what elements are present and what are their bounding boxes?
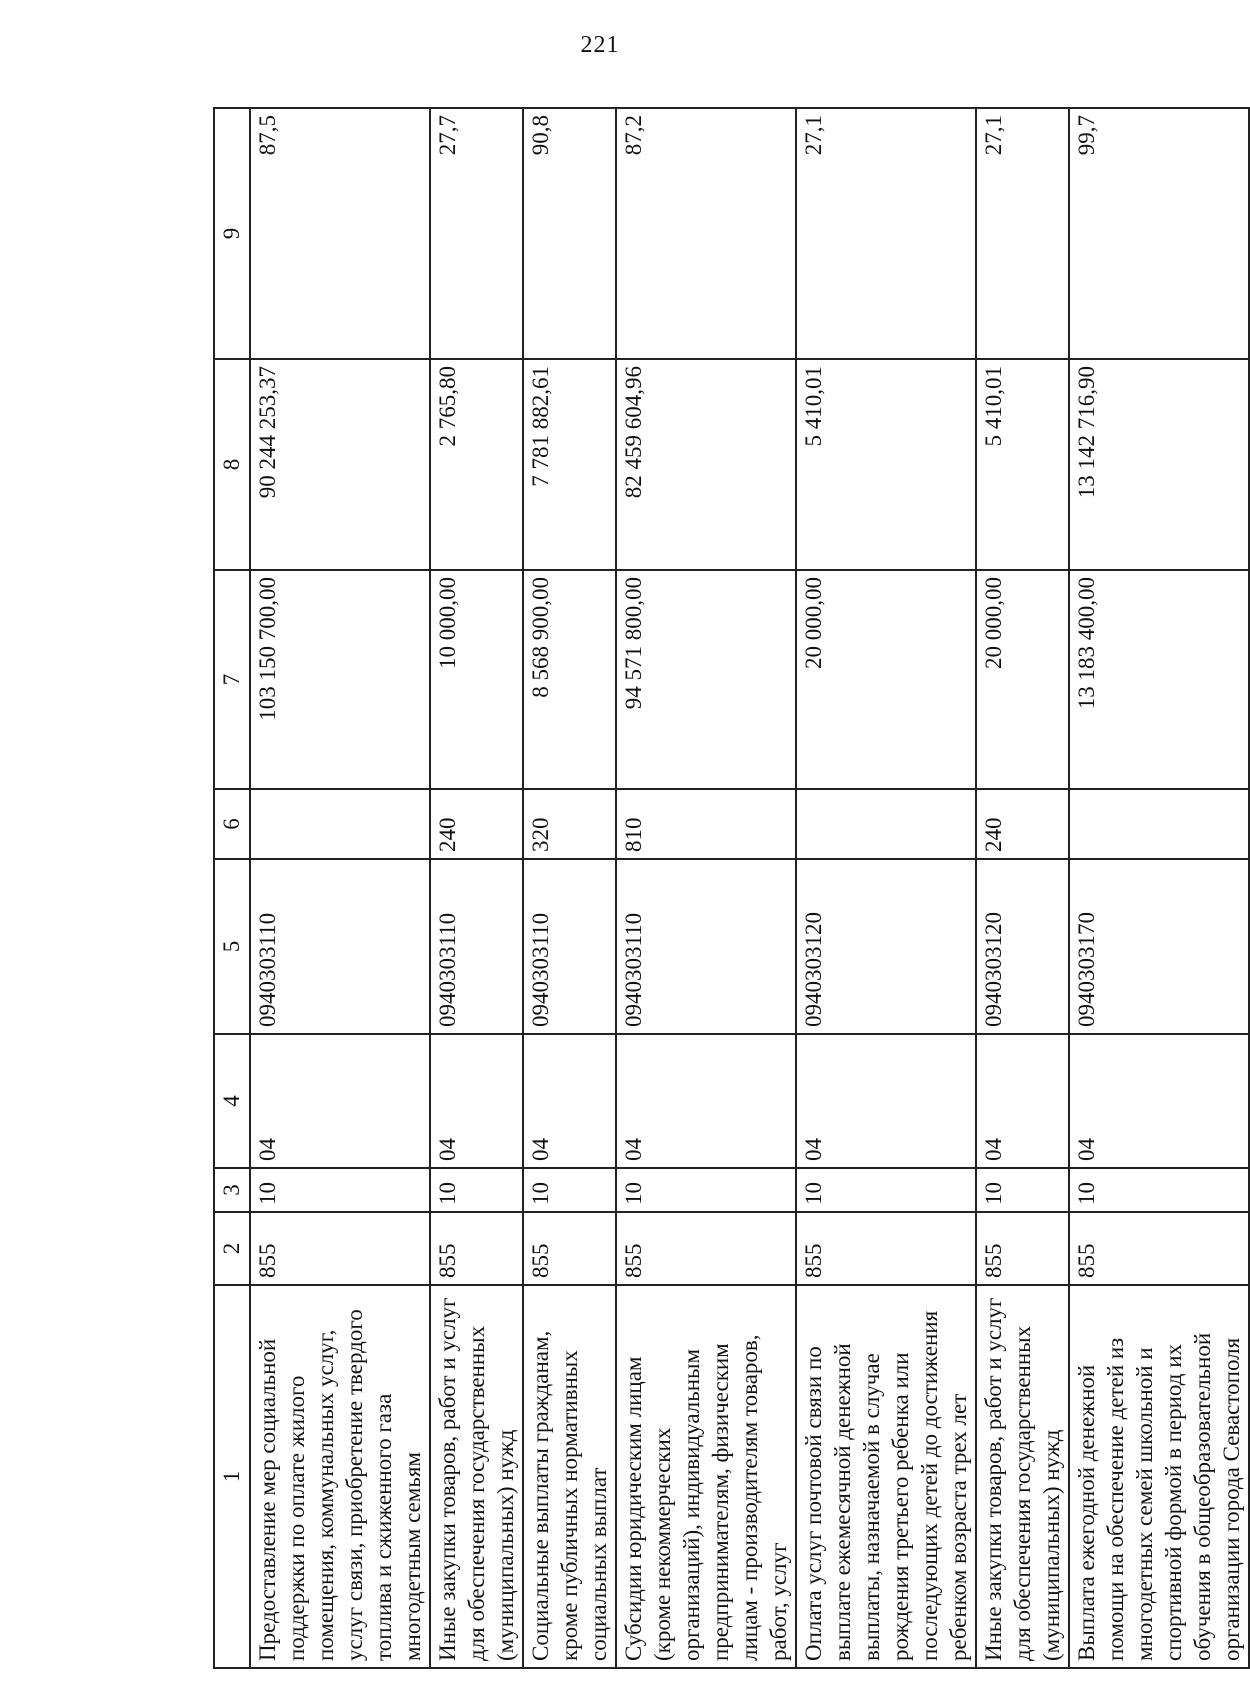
execution-percent: 27,1	[796, 108, 976, 359]
expense-type-code: 320	[523, 789, 616, 859]
execution-percent: 27,1	[976, 108, 1069, 359]
expense-type-code: 240	[976, 789, 1069, 859]
section-code: 10	[523, 1168, 616, 1212]
subsection-code: 04	[976, 1034, 1069, 1168]
rotated-table-sheet	[213, 109, 1244, 1669]
table-row	[796, 108, 976, 1668]
ministry-code: 855	[430, 1212, 523, 1285]
subsection-code: 04	[796, 1034, 976, 1168]
subsection-code: 04	[523, 1034, 616, 1168]
subsection-code: 04	[616, 1034, 796, 1168]
target-article-code: 0940303120	[976, 859, 1069, 1034]
ministry-code: 855	[976, 1212, 1069, 1285]
row-description: Оплата услуг почтовой связи по выплате ежемесячной денежной выплаты, назначаемой в случае рождения третьего ребенка или последующих детей до достижения ребенком возраста трех лет	[796, 1285, 976, 1668]
row-description: Субсидии юридическим лицам (кроме некоммерческих организаций), индивидуальным предпринимателям, физическим лицам - производителям товаров, работ, услуг	[616, 1285, 796, 1668]
planned-amount: 20 000,00	[976, 570, 1069, 789]
column-header: 4	[214, 1034, 250, 1168]
target-article-code: 0940303110	[430, 859, 523, 1034]
row-description: Иные закупки товаров, работ и услуг для обеспечения государственных (муниципальных) нужд	[976, 1285, 1069, 1668]
table-row	[976, 108, 1069, 1668]
row-description: Иные закупки товаров, работ и услуг для обеспечения государственных (муниципальных) нужд	[430, 1285, 523, 1668]
column-header: 5	[214, 859, 250, 1034]
column-header: 6	[214, 789, 250, 859]
section-code: 10	[976, 1168, 1069, 1212]
expense-type-code	[1069, 789, 1249, 859]
section-code: 10	[616, 1168, 796, 1212]
expense-type-code	[796, 789, 976, 859]
actual-amount: 7 781 882,61	[523, 359, 616, 570]
execution-percent: 99,7	[1069, 108, 1249, 359]
target-article-code: 0940303170	[1069, 859, 1249, 1034]
column-header: 9	[214, 108, 250, 359]
target-article-code: 0940303110	[523, 859, 616, 1034]
target-article-code: 0940303110	[250, 859, 430, 1034]
table-row	[1069, 108, 1249, 1668]
table-row	[250, 108, 430, 1668]
column-header: 1	[214, 1285, 250, 1668]
actual-amount: 90 244 253,37	[250, 359, 430, 570]
actual-amount: 82 459 604,96	[616, 359, 796, 570]
column-header: 8	[214, 359, 250, 570]
section-code: 10	[250, 1168, 430, 1212]
table-row	[430, 108, 523, 1668]
page-number: 221	[580, 32, 620, 58]
ministry-code: 855	[796, 1212, 976, 1285]
execution-percent: 90,8	[523, 108, 616, 359]
execution-percent: 27,7	[430, 108, 523, 359]
section-code: 10	[1069, 1168, 1249, 1212]
budget-table	[213, 107, 1250, 1669]
section-code: 10	[796, 1168, 976, 1212]
ministry-code: 855	[1069, 1212, 1249, 1285]
table-row	[523, 108, 616, 1668]
target-article-code: 0940303120	[796, 859, 976, 1034]
ministry-code: 855	[616, 1212, 796, 1285]
row-description: Социальные выплаты гражданам, кроме публичных нормативных социальных выплат	[523, 1285, 616, 1668]
actual-amount: 5 410,01	[796, 359, 976, 570]
expense-type-code: 810	[616, 789, 796, 859]
subsection-code: 04	[1069, 1034, 1249, 1168]
target-article-code: 0940303110	[616, 859, 796, 1034]
execution-percent: 87,2	[616, 108, 796, 359]
ministry-code: 855	[523, 1212, 616, 1285]
column-header: 3	[214, 1168, 250, 1212]
actual-amount: 13 142 716,90	[1069, 359, 1249, 570]
planned-amount: 103 150 700,00	[250, 570, 430, 789]
actual-amount: 5 410,01	[976, 359, 1069, 570]
planned-amount: 94 571 800,00	[616, 570, 796, 789]
execution-percent: 87,5	[250, 108, 430, 359]
row-description: Выплата ежегодной денежной помощи на обеспечение детей из многодетных семей школьной и спортивной формой в период их обучения в общеобразовательной организации города Севастополя	[1069, 1285, 1249, 1668]
header-row	[214, 108, 250, 1668]
subsection-code: 04	[430, 1034, 523, 1168]
section-code: 10	[430, 1168, 523, 1212]
planned-amount: 20 000,00	[796, 570, 976, 789]
column-header: 7	[214, 570, 250, 789]
actual-amount: 2 765,80	[430, 359, 523, 570]
expense-type-code	[250, 789, 430, 859]
subsection-code: 04	[250, 1034, 430, 1168]
planned-amount: 13 183 400,00	[1069, 570, 1249, 789]
table-row	[616, 108, 796, 1668]
expense-type-code: 240	[430, 789, 523, 859]
column-header: 2	[214, 1212, 250, 1285]
planned-amount: 8 568 900,00	[523, 570, 616, 789]
planned-amount: 10 000,00	[430, 570, 523, 789]
ministry-code: 855	[250, 1212, 430, 1285]
row-description: Предоставление мер социальной поддержки по оплате жилого помещения, коммунальных услуг, услуг связи, приобретение твердого топлива и сжиженного газа многодетным семьям	[250, 1285, 430, 1668]
